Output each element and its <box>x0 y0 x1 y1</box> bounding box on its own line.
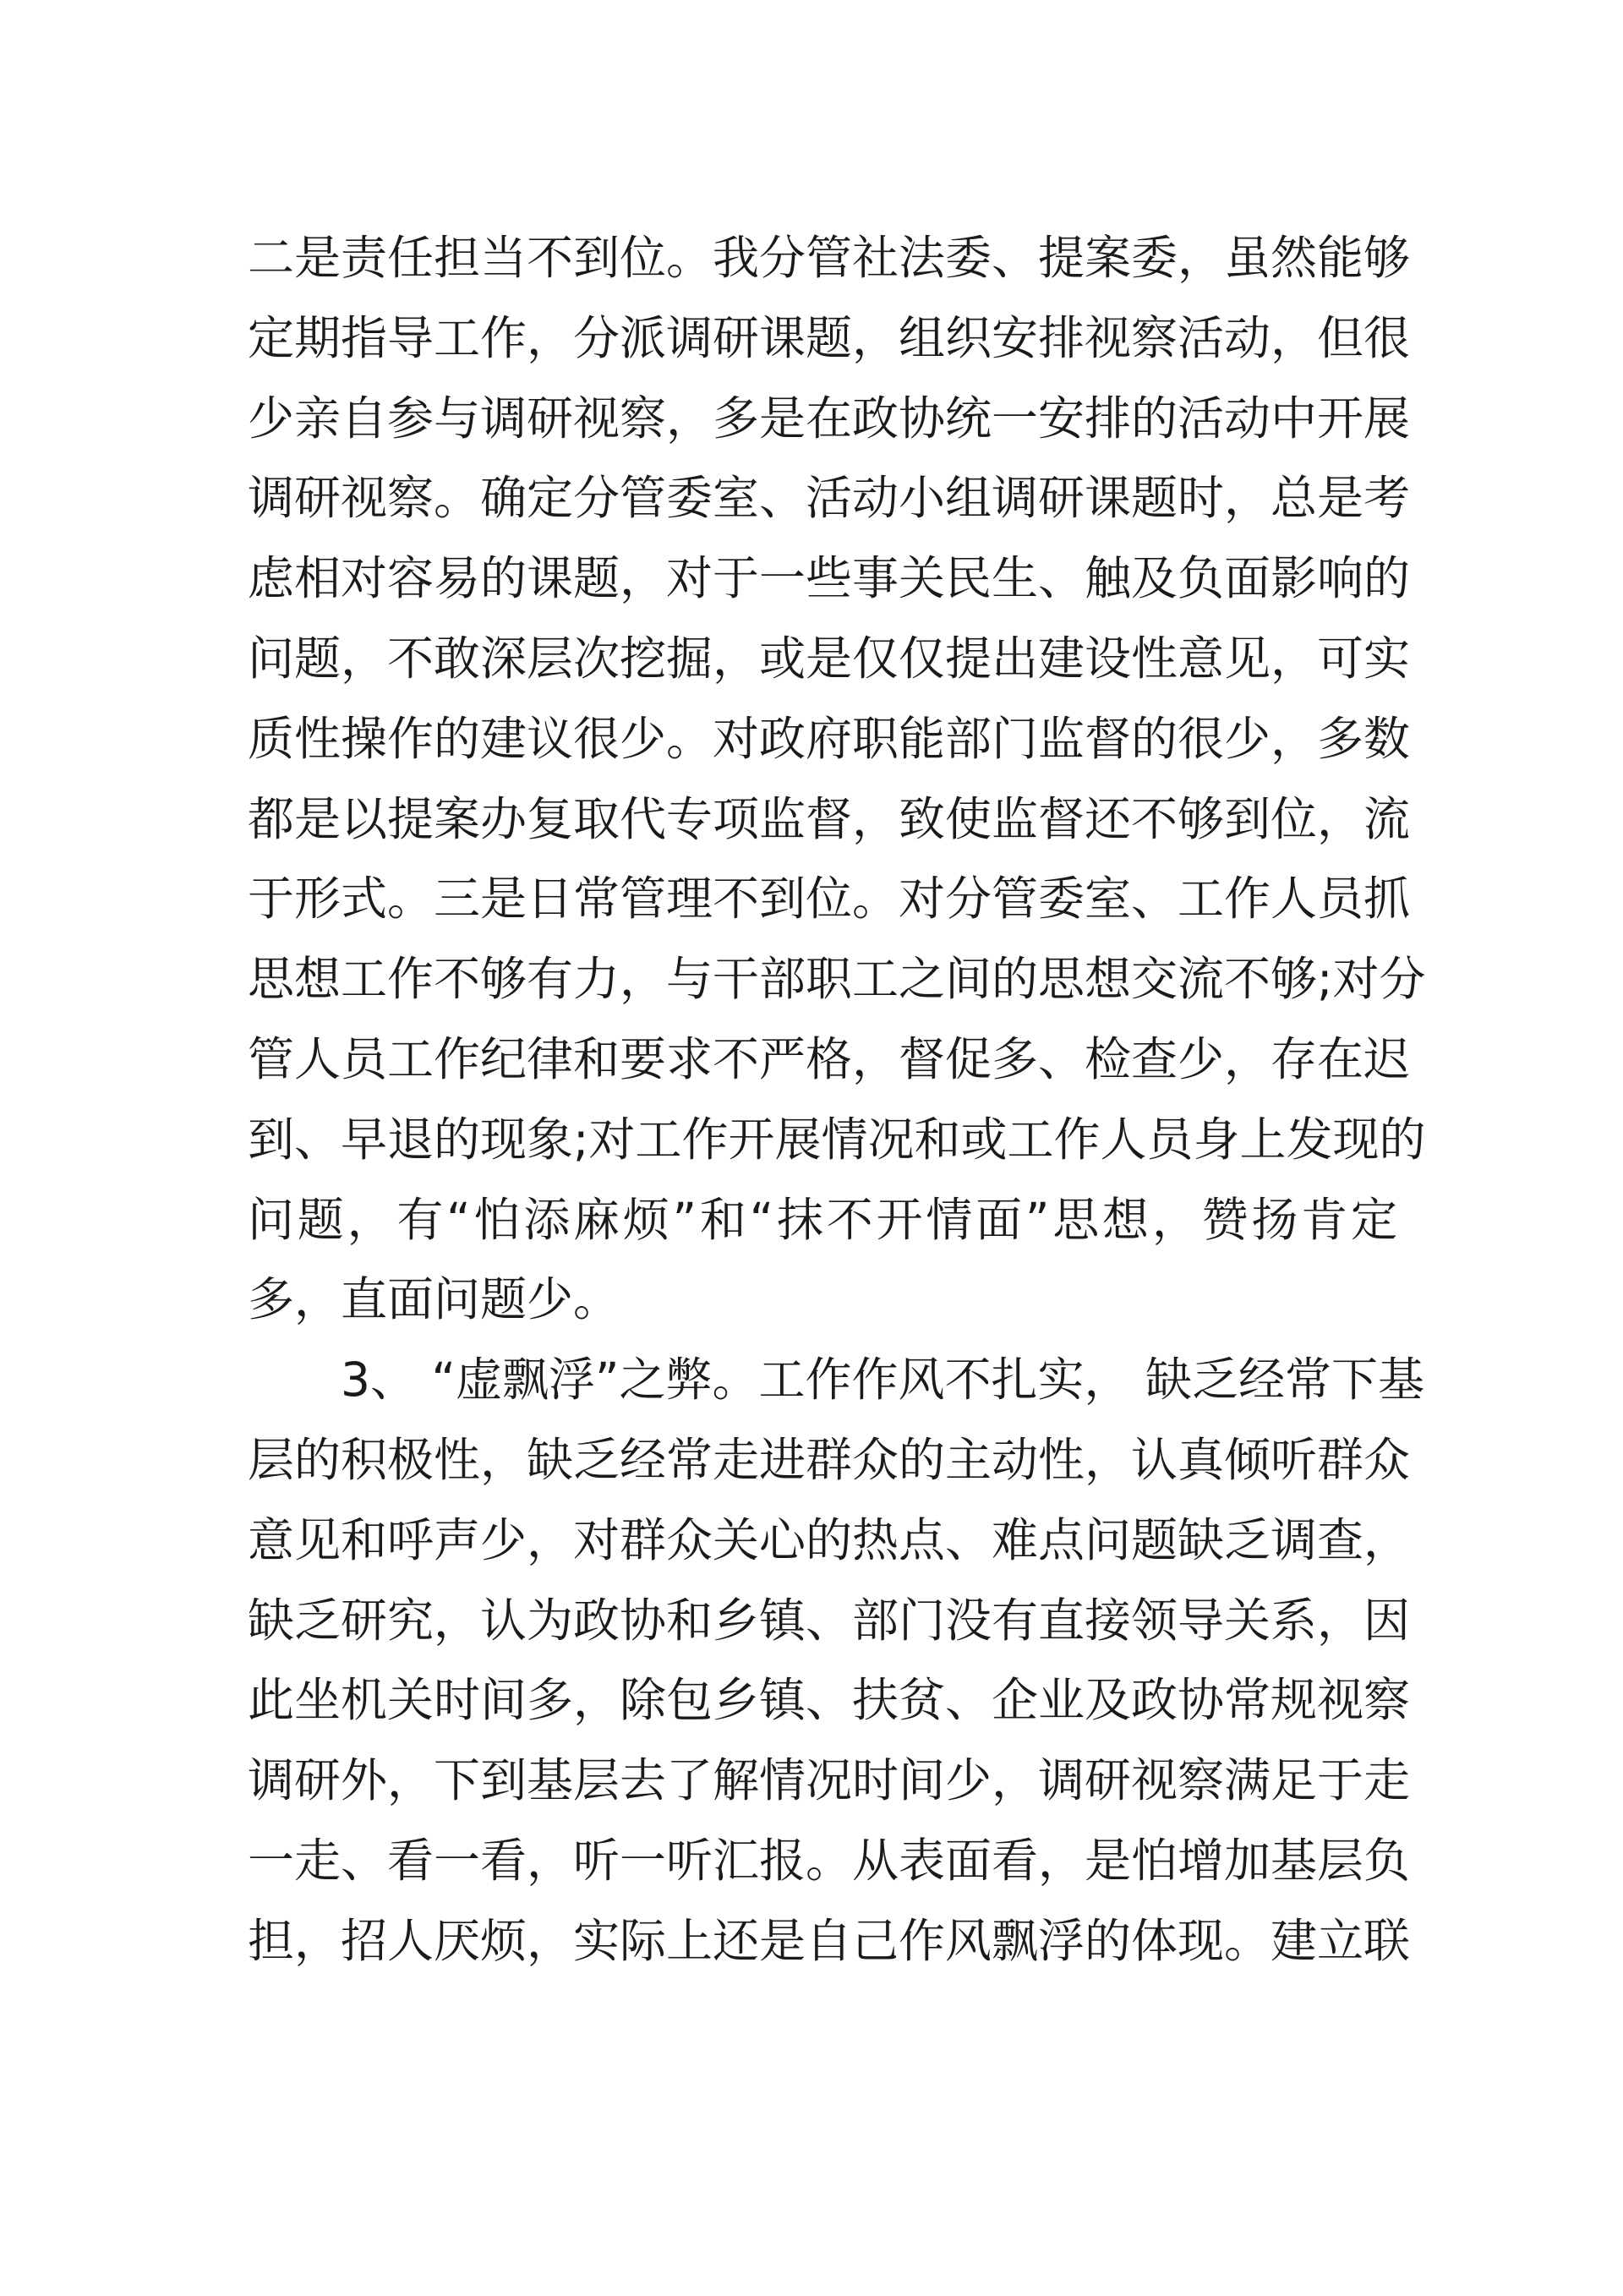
text-line: 缺乏研究，认为政协和乡镇、部门没有直接领导关系，因 <box>248 1593 1411 1648</box>
text-line: 多，直面问题少。 <box>248 1272 620 1327</box>
text-line: 都是以提案办复取代专项监督，致使监督还不够到位，流 <box>248 791 1411 846</box>
text-line: 定期指导工作，分派调研课题，组织安排视察活动，但很 <box>248 310 1411 365</box>
text-line: 一走、看一看，听一听汇报。从表面看，是怕增加基层负 <box>248 1833 1411 1888</box>
section-heading-line: 3、 “虚飘浮”之弊。工作作风不扎实， 缺乏经常下基 <box>341 1353 1424 1408</box>
text-line: 于形式。三是日常管理不到位。对分管委室、工作人员抓 <box>248 872 1411 927</box>
text-line: 到、早退的现象;对工作开展情况和或工作人员身上发现的 <box>248 1112 1426 1167</box>
text-line: 问题，不敢深层次挖掘，或是仅仅提出建设性意见，可实 <box>248 631 1411 686</box>
text-line: 此坐机关时间多，除包乡镇、扶贫、企业及政协常规视察 <box>248 1673 1411 1728</box>
text-line: 担，招人厌烦，实际上还是自己作风飘浮的体现。建立联 <box>248 1913 1411 1968</box>
text-line: 质性操作的建议很少。对政府职能部门监督的很少，多数 <box>248 711 1411 766</box>
text-line: 少亲自参与调研视察，多是在政协统一安排的活动中开展 <box>248 391 1411 446</box>
text-line: 思想工作不够有力，与干部职工之间的思想交流不够;对分 <box>248 952 1426 1007</box>
text-line: 调研外，下到基层去了解情况时间少，调研视察满足于走 <box>248 1753 1411 1808</box>
text-line: 管人员工作纪律和要求不严格，督促多、检查少，存在迟 <box>248 1031 1411 1086</box>
text-line: 层的积极性，缺乏经常走进群众的主动性，认真倾听群众 <box>248 1432 1411 1487</box>
text-line: 调研视察。确定分管委室、活动小组调研课题时，总是考 <box>248 471 1411 526</box>
text-line: 虑相对容易的课题，对于一些事关民生、触及负面影响的 <box>248 551 1411 606</box>
body-text <box>248 218 1426 1982</box>
text-line: 意见和呼声少，对群众关心的热点、难点问题缺乏调查， <box>248 1512 1411 1567</box>
text-line: 二是责任担当不到位。我分管社法委、提案委，虽然能够 <box>248 231 1411 285</box>
text-line: 问题，有“怕添麻烦”和“抹不开情面”思想，赞扬肯定 <box>248 1192 1397 1247</box>
